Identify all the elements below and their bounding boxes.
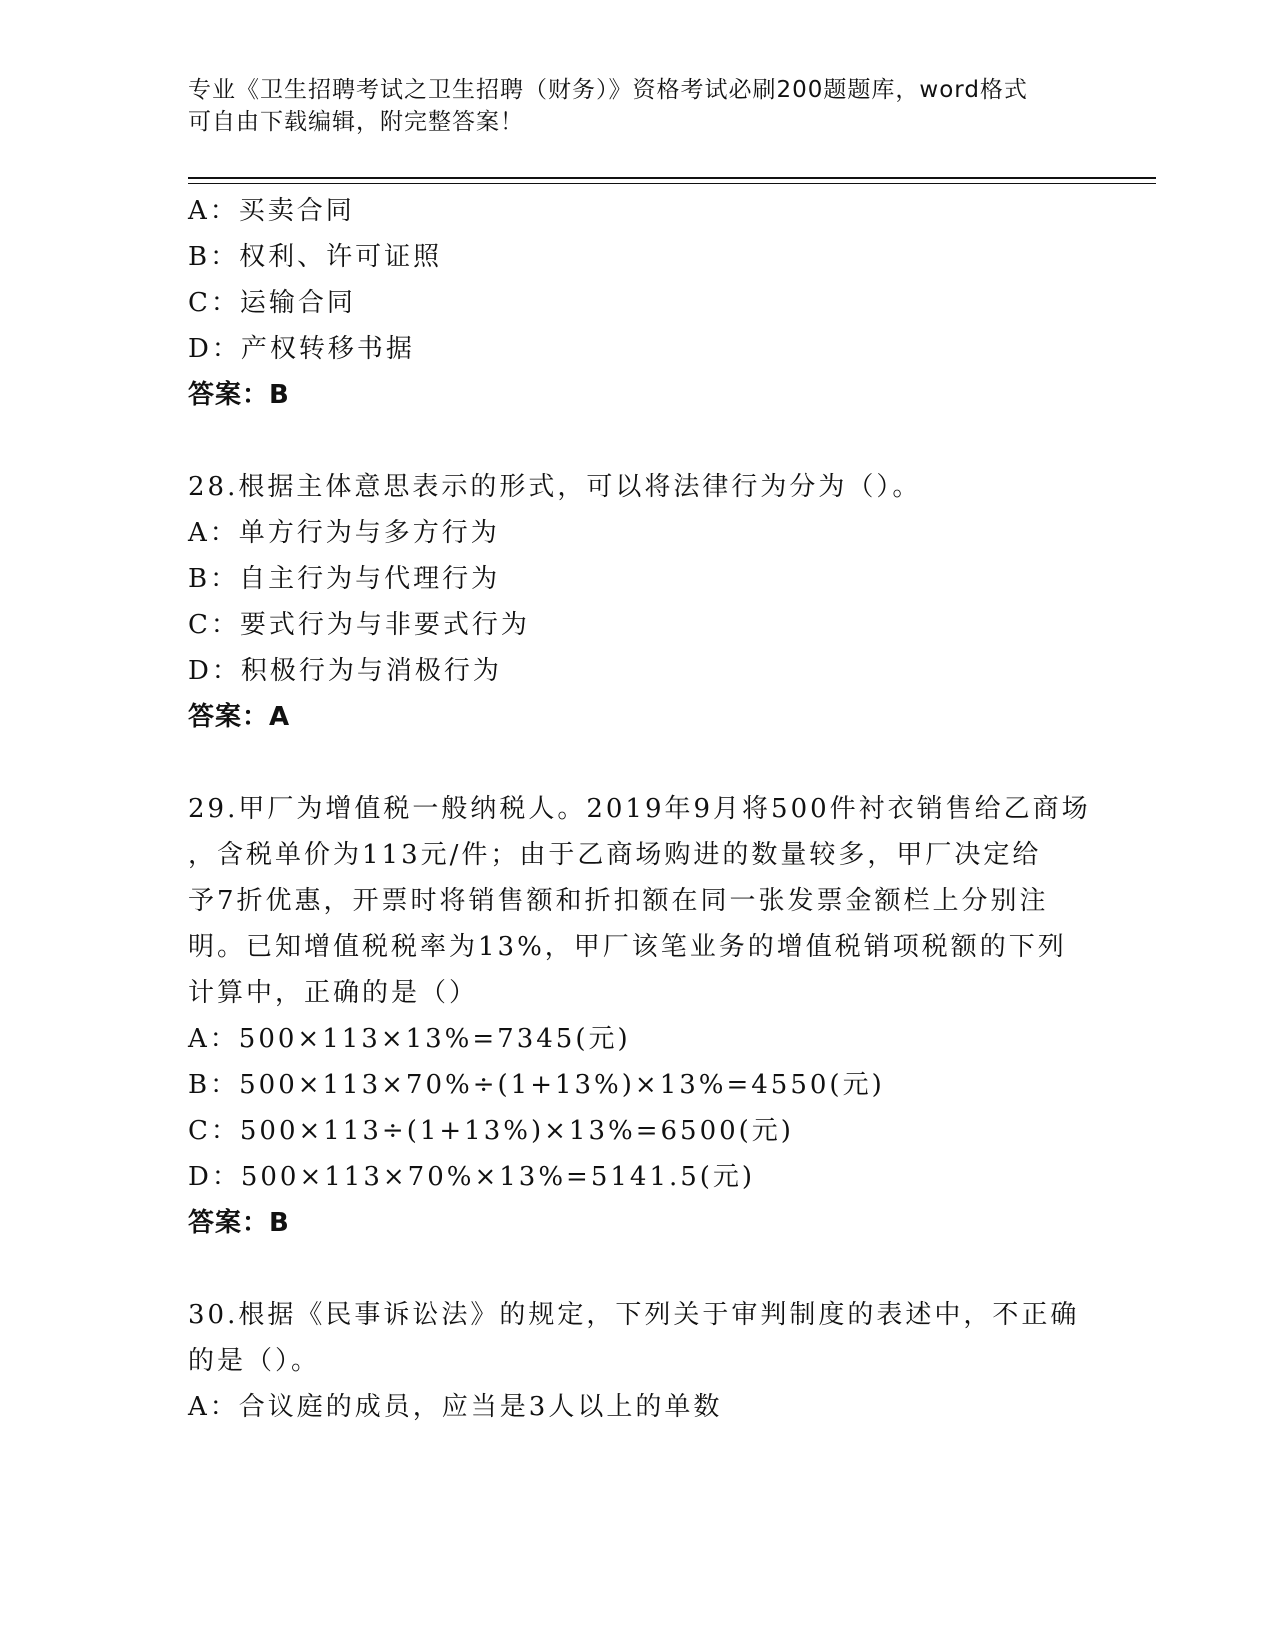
question-stem-line: 30.根据《民事诉讼法》的规定，下列关于审判制度的表述中，不正确: [188, 1300, 1080, 1330]
spacer: [188, 418, 1088, 464]
question-stem-line: 明。已知增值税税率为13%，甲厂该笔业务的增值税销项税额的下列: [188, 932, 1067, 962]
header-rule-thick: [188, 177, 1156, 179]
option-d: D：积极行为与消极行为: [188, 656, 502, 686]
question-list: [188, 188, 1091, 1430]
question-stem: 28.根据主体意思表示的形式，可以将法律行为分为（）。: [188, 472, 922, 502]
question-27: [188, 188, 1088, 418]
question-stem-line: ，含税单价为113元/件；由于乙商场购进的数量较多，甲厂决定给: [188, 840, 1042, 870]
option-c: C：运输合同: [188, 288, 356, 318]
option-a: A：单方行为与多方行为: [188, 518, 500, 548]
header-rule-thin: [188, 183, 1156, 184]
question-stem-line: 计算中，正确的是（）: [188, 978, 479, 1008]
header-line-1: 专业《卫生招聘考试之卫生招聘（财务）》资格考试必刷200题题库，word格式: [188, 77, 1028, 103]
answer: 答案：A: [188, 702, 291, 732]
option-d: D：产权转移书据: [188, 334, 415, 364]
question-29: [188, 786, 1091, 1246]
header-line-2: 可自由下载编辑，附完整答案！: [188, 109, 524, 135]
option-a: A：500×113×13%=7345(元): [188, 1024, 631, 1054]
spacer: [188, 740, 1088, 786]
option-b: B：权利、许可证照: [188, 242, 443, 272]
question-28: [188, 464, 1088, 740]
option-b: B：自主行为与代理行为: [188, 564, 501, 594]
option-c: C：500×113÷(1+13%)×13%=6500(元): [188, 1116, 794, 1146]
option-a: A：买卖合同: [188, 196, 355, 226]
question-stem-line: 予7折优惠，开票时将销售额和折扣额在同一张发票金额栏上分别注: [188, 886, 1049, 916]
question-stem-line: 29.甲厂为增值税一般纳税人。2019年9月将500件衬衣销售给乙商场: [188, 794, 1091, 824]
option-b: B：500×113×70%÷(1+13%)×13%=4550(元): [188, 1070, 885, 1100]
option-d: D：500×113×70%×13%=5141.5(元): [188, 1162, 756, 1192]
option-c: C：要式行为与非要式行为: [188, 610, 530, 640]
option-a: A：合议庭的成员，应当是3人以上的单数: [188, 1392, 723, 1422]
question-stem-line: 的是（）。: [188, 1346, 321, 1376]
answer: 答案：B: [188, 380, 290, 410]
document-header: [188, 74, 1088, 138]
spacer: [188, 1246, 1088, 1292]
question-30: [188, 1292, 1088, 1430]
answer: 答案：B: [188, 1208, 290, 1238]
